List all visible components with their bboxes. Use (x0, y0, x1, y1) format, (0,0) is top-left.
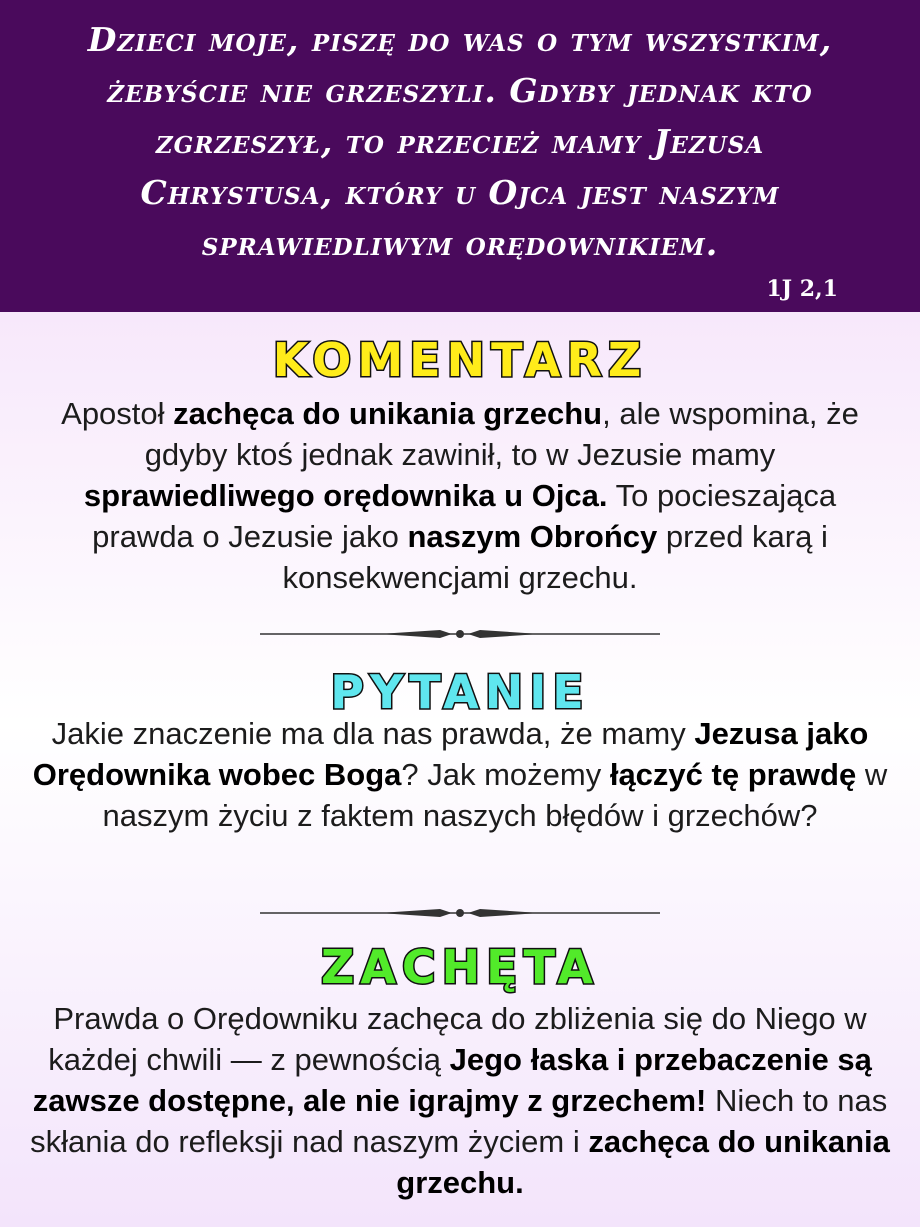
bold-span: sprawiedliwego orędownika u Ojca. (83, 478, 608, 513)
text-span: ? Jak możemy (401, 757, 610, 792)
text-span: przed karą i konsekwencjami grzechu. (282, 519, 828, 595)
zacheta-title: ZACHĘTA (320, 940, 600, 994)
bold-span: łączyć tę prawdę (609, 757, 857, 792)
text-span: , ale wspomina, że gdyby ktoś jednak zawinił, to w Jezusie mamy (144, 396, 859, 472)
bold-span: zachęca do unikania grzechu. (396, 1124, 890, 1200)
text-span: Prawda o Orędowniku zachęca do zbliżenia się do Niego w każdej chwili — z pewnością (48, 1001, 867, 1077)
verse-line: zgrzeszył, to przecież mamy Jezusa (155, 122, 765, 161)
pytanie-title: PYTANIE (330, 665, 590, 719)
komentarz-text (30, 393, 890, 598)
zacheta-text (30, 998, 890, 1203)
verse-line: Dzieci moje, piszę do was o tym wszystkim, (87, 20, 833, 59)
bold-span: Jego łaska i przebaczenie są zawsze dostępne, ale nie igrajmy z grzechem! (32, 1042, 872, 1118)
bold-span: zachęca do unikania grzechu (173, 396, 603, 431)
verse-line: sprawiedliwym orędownikiem. (201, 224, 719, 263)
bible-verse (20, 14, 900, 269)
bold-span: naszym Obrońcy (407, 519, 658, 554)
ornament-divider (260, 903, 660, 923)
text-span: Jakie znaczenie ma dla nas prawda, że mamy (51, 716, 695, 751)
ornament-divider (260, 624, 660, 644)
text-span: w naszym życiu z faktem naszych błędów i grzechów? (102, 757, 888, 833)
text-span: To pocieszająca prawda o Jezusie jako (92, 478, 837, 554)
verse-header (0, 0, 920, 312)
bold-span: Jezusa jako Orędownika wobec Boga (32, 716, 869, 792)
verse-line: żebyście nie grzeszyli. Gdyby jednak kto (107, 71, 813, 110)
text-span: Apostoł (61, 396, 174, 431)
pytanie-text (30, 713, 890, 836)
komentarz-title: KOMENTARZ (272, 333, 648, 387)
text-span: Niech to nas skłania do refleksji nad naszym życiem i (30, 1083, 888, 1159)
verse-reference: 1J 2,1 (766, 276, 838, 302)
verse-line: Chrystusa, który u Ojca jest naszym (140, 173, 780, 212)
